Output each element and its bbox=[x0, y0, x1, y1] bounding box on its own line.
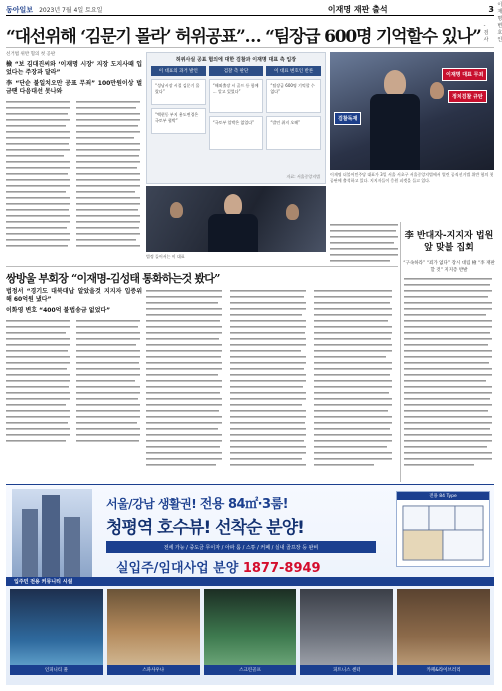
infobox-source: 자료: 서울중앙지법 bbox=[286, 174, 320, 179]
lower-subhead-1: 법정서 “경기도 대북대납 알았을것 지지자 입증위해 60억원 냈다” bbox=[6, 288, 142, 303]
secondary-headline: 쌍방울 부회장 “이재명-김성태 통화하는것 봤다” bbox=[6, 272, 220, 285]
aide-face bbox=[170, 202, 183, 218]
floor-plan bbox=[396, 491, 490, 567]
defendant-suit bbox=[208, 214, 258, 252]
infobox-col1-item: “백현동 부지 용도변경은 국토부 협박” bbox=[151, 108, 206, 134]
amenity-caption: 피트니스 센터 bbox=[300, 665, 393, 675]
ad-phone-label: 실입주/임대사업 분양 bbox=[116, 561, 239, 576]
infobox-col-prosecution bbox=[209, 66, 264, 153]
article-body-lines bbox=[6, 99, 142, 251]
ad-phone-line bbox=[116, 557, 321, 576]
sidebar-headline: 李 반대자-지지자 법원앞 맞불 집회 bbox=[404, 231, 494, 253]
aide-face bbox=[286, 204, 299, 220]
tower-rendering bbox=[12, 489, 92, 579]
amenity-thumb bbox=[397, 589, 490, 675]
amenity-thumb bbox=[107, 589, 200, 675]
lower-article-left bbox=[6, 288, 142, 480]
amenity-caption: 스크린골프 bbox=[204, 665, 297, 675]
amenity-thumb bbox=[204, 589, 297, 675]
text-line-group bbox=[404, 278, 492, 466]
divider bbox=[6, 266, 398, 267]
ad-feature-tags: 전세 가능 / 중도금 무이자 / 아파 룸 / 스튜 / 커페 / 실내 골프장 등 완비 bbox=[106, 541, 376, 553]
courtroom-photo bbox=[146, 186, 326, 252]
article-subhead-1: 檢 “보 김대진씨와 ‘이재명 시장’ 지장 도지사때 입었다는 주장과 달라” bbox=[6, 61, 142, 77]
floor-plan-drawing bbox=[397, 500, 489, 566]
body-text-lines bbox=[404, 276, 494, 480]
body-text-lines bbox=[330, 222, 400, 266]
right-article-text bbox=[330, 222, 400, 266]
left-article bbox=[6, 52, 142, 266]
ad-headline: 청평역 호수뷰! 선착순 분양! bbox=[106, 518, 304, 538]
tower-building bbox=[64, 517, 80, 579]
text-line-group bbox=[330, 224, 398, 262]
photo2-caption: 법정 들어서는 이 대표 bbox=[146, 254, 185, 259]
defendant-face bbox=[224, 194, 242, 216]
infobox-col-defense bbox=[266, 66, 321, 153]
amenity-thumbnails bbox=[10, 589, 490, 675]
issue-date: 2023년 7월 4일 토요일 bbox=[39, 7, 103, 14]
article-subhead-2: 李 “단순 불일치오만 공표 무죄” 100만원이상 벌금땐 다음대선 못나와 bbox=[6, 80, 142, 96]
ad-phone-number: 1877-8949 bbox=[242, 561, 321, 576]
page-number: 3 bbox=[488, 5, 494, 14]
protest-sign: 정치검찰 규탄 bbox=[448, 90, 487, 103]
infobox-col2-item: “해외출장 시 골프 등 함께 … 알고 있었다” bbox=[209, 79, 264, 113]
ad-tagline-size: 전용 84㎡·3룸! bbox=[199, 497, 289, 512]
protest-sign: 이재명 대표 무죄 bbox=[442, 68, 487, 81]
politician-face bbox=[384, 70, 406, 96]
amenity-thumb bbox=[10, 589, 103, 675]
amenity-thumb bbox=[300, 589, 393, 675]
divider bbox=[400, 222, 401, 482]
masthead bbox=[6, 4, 494, 16]
infobox-col1-head: 이 대표의 과거 발언 bbox=[151, 66, 206, 76]
politician-suit bbox=[370, 94, 420, 170]
community-banner: 입주민 전용 커뮤니티 시설 bbox=[6, 577, 494, 586]
infobox-col3-item: “팀장급 600명 기억할 수 없다” bbox=[266, 79, 321, 113]
infobox-col3-head: 이 대표 변호인 반론 bbox=[266, 66, 321, 76]
headline-text: “대선위해 ‘김문기 몰라’ 허위공표”… “팀장급 600명 기억할수 있나” bbox=[6, 27, 481, 47]
text-line-group bbox=[146, 290, 392, 466]
sidebar-subhead: “구속하라” “죄가 없다” 장시 대립 檢 “李 재판할 것” 지지층 반발 bbox=[403, 261, 495, 273]
infobox-col1-item: “성남시장 시절 김문기 몰랐다” bbox=[151, 79, 206, 105]
section-title: 이재명 재판 출석 bbox=[327, 5, 388, 14]
infobox-col3-item: “발언 취지 오해” bbox=[266, 116, 321, 150]
infobox-title: 허위사실 공표 혐의에 대한 검찰과 이재명 대표 측 입장 bbox=[175, 57, 297, 63]
amenity-caption: 인피니티 풀 bbox=[10, 665, 103, 675]
ad-tagline-location: 서울/강남 생활권! bbox=[106, 497, 197, 511]
photo-caption: 이재명 더불어민주당 대표가 3일 서울 서초구 서울중앙지법에서 열린 공직선거법 위반 혐의 첫 공판에 출석하고 있다. 지지자들이 응원 피켓을 들고 있다. bbox=[330, 172, 494, 183]
supporter-face bbox=[430, 82, 444, 99]
court-arrival-photo bbox=[330, 52, 494, 170]
body-text-lines bbox=[146, 288, 396, 478]
infobox-col2-head: 검찰 측 판단 bbox=[209, 66, 264, 76]
lower-subhead-2: 이화영 변호 “400억 불법송금 없었다” bbox=[6, 307, 111, 314]
infobox-col-past-remarks bbox=[151, 66, 206, 153]
position-comparison-box bbox=[146, 52, 326, 184]
floor-plan-title: 전용 84 Type bbox=[397, 492, 489, 500]
protest-sign: 검찰독재 bbox=[334, 112, 361, 125]
lower-article-right bbox=[146, 288, 396, 480]
body-text-lines bbox=[6, 99, 142, 249]
ad-tagline bbox=[106, 493, 288, 512]
headline-source-prosecutor: -검사 bbox=[483, 23, 489, 43]
text-line-group bbox=[6, 320, 140, 442]
headline-source-lawyer: 이재명 변호인 bbox=[497, 2, 502, 43]
amenity-caption: 카페&라이브러리 bbox=[397, 665, 490, 675]
article-byline: 선거법 위반 혐의 첫 공판 bbox=[6, 52, 56, 57]
amenity-caption: 스파사우나 bbox=[107, 665, 200, 675]
infobox-col2-item: “국토부 압박은 없었다” bbox=[209, 116, 264, 150]
tower-building bbox=[42, 495, 60, 579]
sidebar-article-text bbox=[404, 276, 494, 480]
apartment-advertisement bbox=[6, 484, 494, 685]
tower-building bbox=[22, 509, 38, 579]
newspaper-logo: 동아일보 bbox=[6, 4, 34, 14]
text-line-group bbox=[6, 101, 140, 247]
body-text-lines bbox=[6, 318, 142, 468]
